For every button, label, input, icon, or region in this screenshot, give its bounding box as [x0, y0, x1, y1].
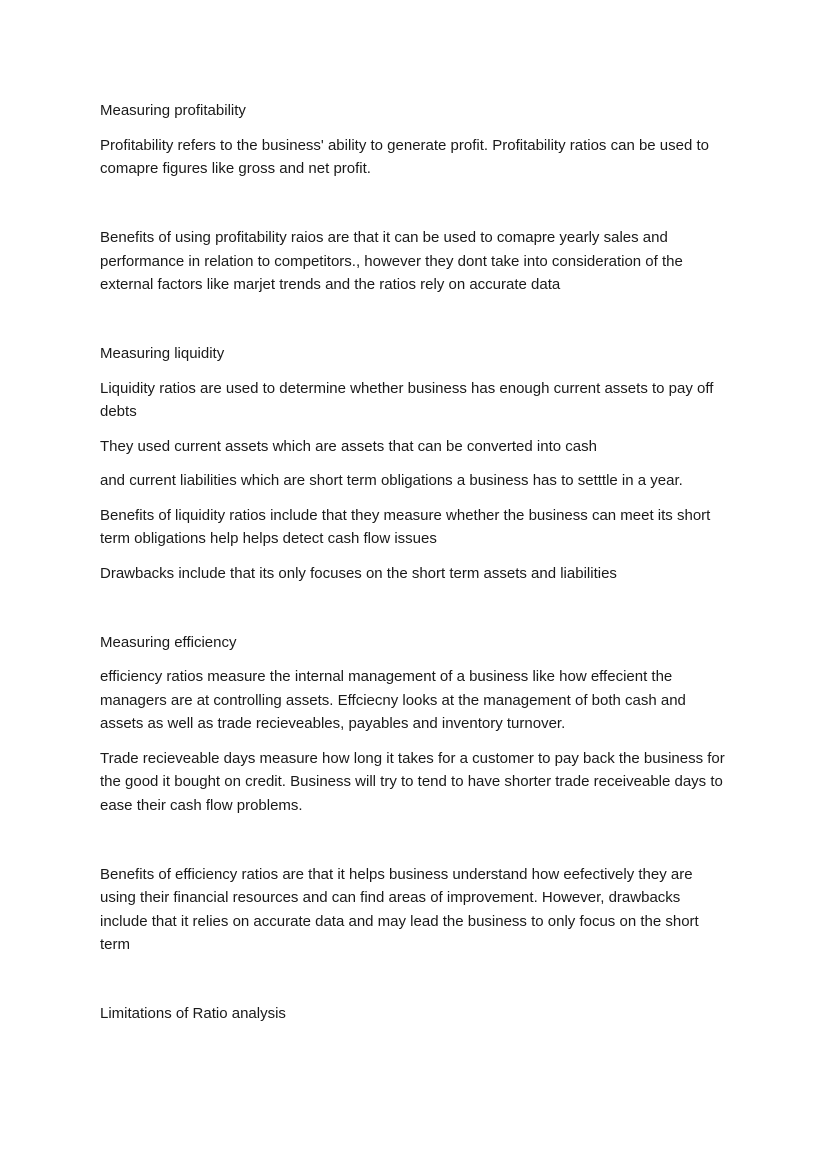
paragraph-liquidity-benefits: Benefits of liquidity ratios include that they measure whether the business can meet its short term obligations help helps detect cash flow issues: [100, 506, 711, 547]
section-heading-liquidity: Measuring liquidity: [100, 345, 225, 362]
document-page: [100, 99, 730, 1037]
section-heading-limitations: Limitations of Ratio analysis: [100, 1005, 286, 1022]
paragraph-liquidity-drawbacks: Drawbacks include that its only focuses on the short term assets and liabilities: [100, 564, 617, 582]
paragraph-profitability-benefits: Benefits of using profitability raios are that it can be used to comapre yearly sales and performance in relation to competitors., however they dont take into consideration of the external factors like marjet trends and the ratios rely on accurate data: [100, 229, 683, 293]
paragraph-efficiency-trade-receivable-days: Trade recieveable days measure how long it takes for a customer to pay back the business for the good it bought on credit. Business will try to tend to have shorter trade receiveable days to ease their cash flow problems.: [100, 749, 725, 814]
blank-line: [100, 828, 730, 863]
paragraph-efficiency-definition: efficiency ratios measure the internal management of a business like how effecient the managers are at controlling assets. Effciecny looks at the management of both cash and assets as well as trade recieveables, payables and inventory turnover.: [100, 668, 686, 732]
blank-line: [100, 596, 730, 631]
blank-line: [100, 192, 730, 227]
paragraph-profitability-definition: Profitability refers to the business' ability to generate profit. Profitability ratios can be used to comapre figures like gross and net profit.: [100, 136, 710, 177]
blank-line: [100, 308, 730, 343]
paragraph-efficiency-benefits: Benefits of efficiency ratios are that it helps business understand how eefectively they are using their financial resources and can find areas of improvement. However, drawbacks include that it relies on accurate data and may lead the business to only focus on the short term: [100, 865, 699, 953]
section-heading-profitability: Measuring profitability: [100, 102, 246, 119]
paragraph-liquidity-current-liabilities: and current liabilities which are short term obligations a business has to setttle in a year.: [100, 472, 683, 489]
paragraph-liquidity-current-assets: They used current assets which are assets that can be converted into cash: [100, 437, 597, 455]
section-heading-efficiency: Measuring efficiency: [100, 633, 237, 651]
paragraph-liquidity-definition: Liquidity ratios are used to determine whether business has enough current assets to pay off debts: [100, 379, 714, 420]
blank-line: [100, 968, 730, 1003]
